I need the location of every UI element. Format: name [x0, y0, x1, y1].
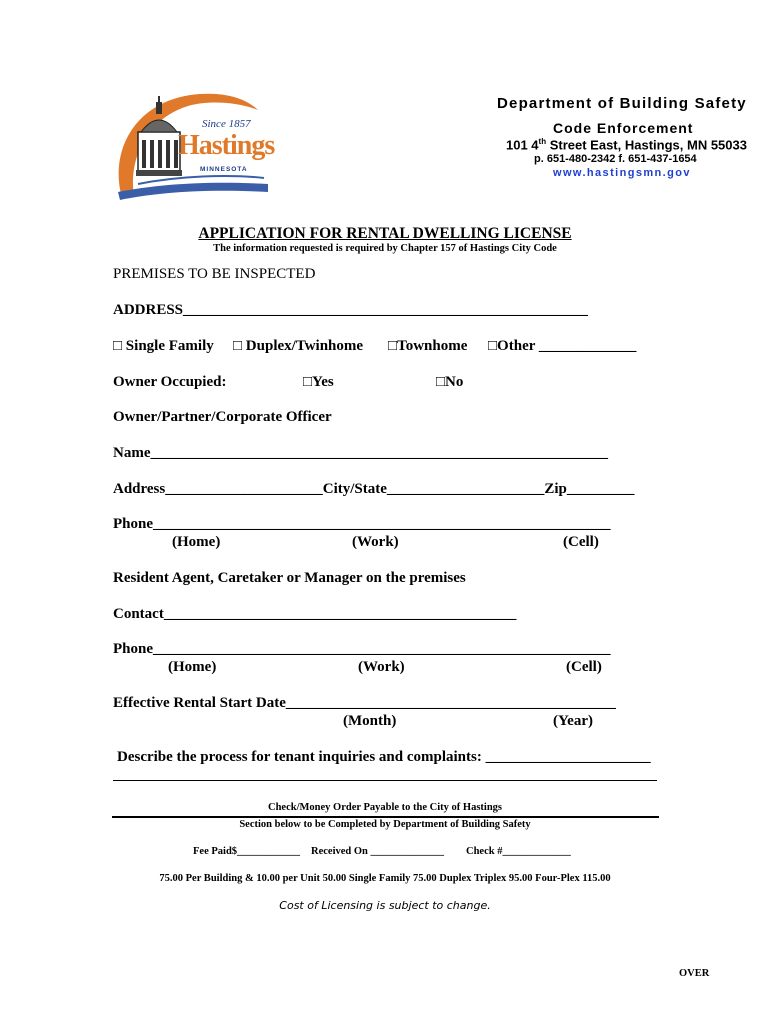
address-sup: th: [538, 137, 547, 146]
form-title: APPLICATION FOR RENTAL DWELLING LICENSE: [198, 225, 572, 242]
address-post: Street East, Hastings, MN 55033: [546, 137, 747, 153]
agent-phone-work-label: (Work): [358, 659, 405, 675]
phone-fax: p. 651-480-2342 f. 651-437-1654: [534, 153, 697, 165]
division-name: Code Enforcement: [553, 120, 694, 136]
start-year-label: (Year): [553, 713, 593, 729]
townhome-checkbox[interactable]: □Townhome: [388, 338, 468, 354]
other-checkbox[interactable]: □Other _____________: [488, 338, 637, 354]
agent-phone-cell-label: (Cell): [566, 659, 602, 675]
owner-phone-work-label: (Work): [352, 534, 399, 550]
single-family-checkbox[interactable]: □ Single Family: [113, 338, 214, 354]
contact-field[interactable]: Contact_______________________________________________: [113, 606, 517, 622]
agent-phone-home-label: (Home): [168, 659, 217, 675]
department-name: Department of Building Safety: [497, 95, 747, 112]
owner-occupied-yes[interactable]: □Yes: [303, 374, 334, 390]
department-address: [506, 137, 747, 152]
section-divider: [112, 816, 659, 818]
owner-heading: Owner/Partner/Corporate Officer: [113, 409, 332, 425]
over-note: OVER: [679, 968, 710, 979]
office-section-note: Section below to be Completed by Department of Building Safety: [239, 819, 531, 830]
fee-paid-field[interactable]: Fee Paid$____________: [193, 846, 301, 857]
owner-name-field[interactable]: Name_____________________________________________________________: [113, 445, 608, 461]
owner-phone-field[interactable]: Phone_____________________________________________________________: [113, 516, 611, 532]
owner-address-field[interactable]: Address_____________________City/State_____________________Zip_________: [113, 481, 635, 497]
cost-note: Cost of Licensing is subject to change.: [279, 899, 491, 912]
received-on-field[interactable]: Received On ______________: [311, 846, 444, 857]
logo-state: MINNESOTA: [200, 166, 248, 173]
check-number-field[interactable]: Check #_____________: [466, 846, 571, 857]
hastings-logo: [108, 88, 275, 204]
owner-phone-home-label: (Home): [172, 534, 221, 550]
start-month-label: (Month): [343, 713, 397, 729]
owner-phone-cell-label: (Cell): [563, 534, 599, 550]
describe-continuation-line[interactable]: [113, 780, 657, 781]
describe-process-field[interactable]: Describe the process for tenant inquiries and complaints: ______________________: [117, 749, 651, 765]
owner-occupied-no[interactable]: □No: [436, 374, 464, 390]
owner-occupied-label: Owner Occupied:: [113, 374, 227, 390]
agent-phone-field[interactable]: Phone_____________________________________________________________: [113, 641, 611, 657]
premises-address-field[interactable]: ADDRESS______________________________________________________: [113, 302, 589, 318]
premises-heading: PREMISES TO BE INSPECTED: [113, 266, 316, 282]
duplex-checkbox[interactable]: □ Duplex/Twinhome: [233, 338, 364, 354]
address-pre: 101 4: [506, 137, 539, 153]
agent-heading: Resident Agent, Caretaker or Manager on the premises: [113, 570, 466, 586]
payable-note: Check/Money Order Payable to the City of Hastings: [268, 802, 502, 813]
logo-name: Hastings: [178, 130, 275, 161]
website-link[interactable]: www.hastingsmn.gov: [553, 167, 691, 179]
start-date-field[interactable]: Effective Rental Start Date____________________________________________: [113, 695, 616, 711]
logo-since: Since 1857: [202, 118, 251, 130]
form-subtitle: The information requested is required by Chapter 157 of Hastings City Code: [213, 243, 557, 254]
fee-schedule: 75.00 Per Building & 10.00 per Unit 50.00 Single Family 75.00 Duplex Triplex 95.00 Four-Plex 115.00: [159, 873, 611, 884]
